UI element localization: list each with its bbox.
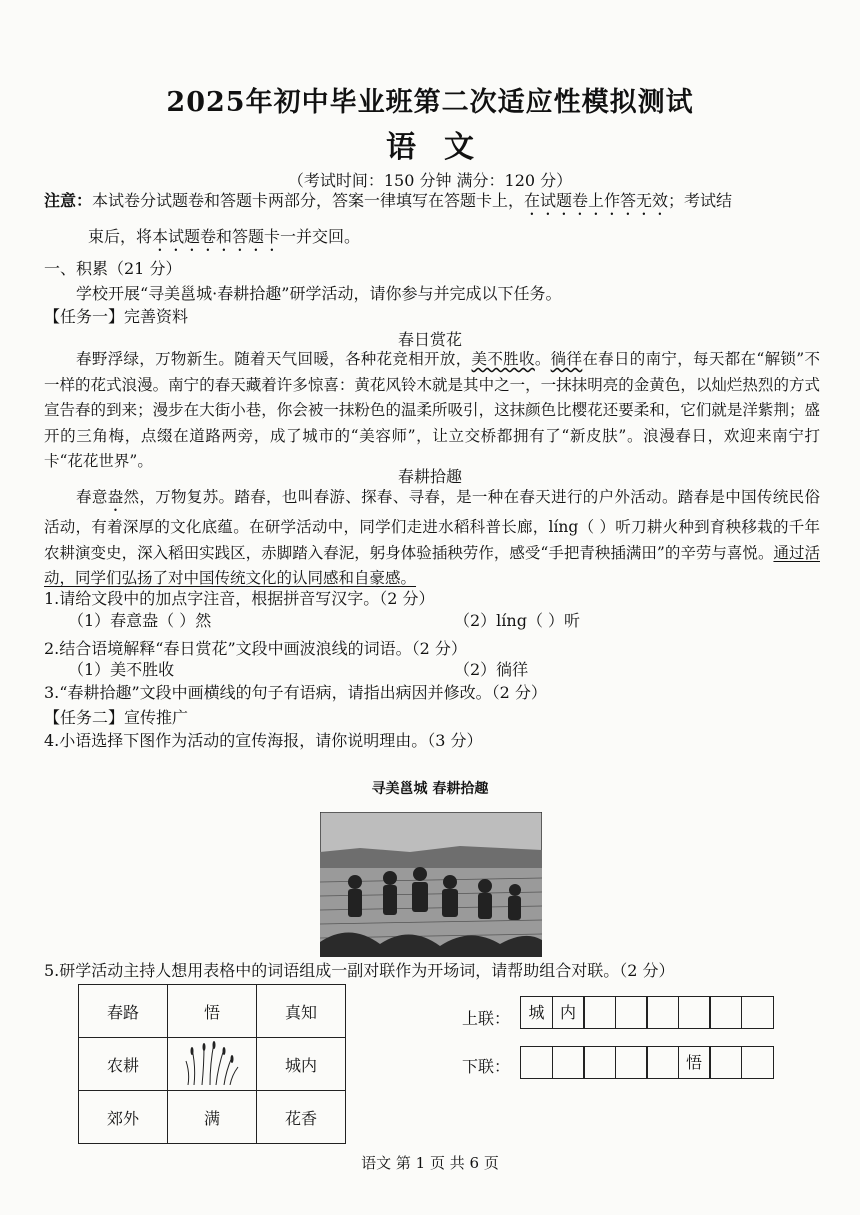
question-1a: （1）春意盎（ ）然 (68, 611, 212, 630)
question-2: 2.结合语境解释“春日赏花”文段中画波浪线的词语。（2 分） (44, 639, 467, 658)
wave-word-1: 美不胜收 (471, 350, 535, 368)
table-row (79, 1038, 346, 1091)
notice-dotted-1: 在试题卷上作答无效 (524, 191, 669, 210)
question-1b: （2）líng（ ）听 (454, 611, 581, 630)
answer-box[interactable] (678, 996, 711, 1029)
answer-box[interactable] (615, 1046, 648, 1079)
table-cell: 春路 (79, 985, 168, 1038)
table-cell: 花香 (257, 1091, 346, 1144)
article2-title: 春耕拾趣 (397, 467, 462, 486)
table-cell-image (168, 1038, 257, 1091)
question-1: 1.请给文段中的加点字注音，根据拼音写汉字。（2 分） (44, 589, 435, 608)
task2-heading: 【任务二】宣传推广 (44, 708, 189, 727)
answer-box[interactable]: 内 (552, 996, 585, 1029)
answer-box[interactable] (741, 1046, 774, 1079)
answer-box[interactable] (646, 1046, 679, 1079)
exam-info: （考试时间：150 分钟 满分：120 分） (287, 171, 573, 190)
article2-text-2: 然，万物复苏。踏春，也叫春游、探春、寻春，是一种在春天进行的户外活动。踏春是中国传统民俗活动，有着深厚的文化底蕴。在研学活动中，同学们走进水稻科普长廊，líng（ ）听刀耕火种到育秧移栽的千年农耕演变史，深入稻田实践区，赤脚踏入春泥，躬身体验插秧劳作，感受“手把青秧插满田”的辛劳与喜悦。 (44, 488, 820, 562)
article1-text-2: 。 (534, 350, 551, 368)
answer-box[interactable]: 悟 (678, 1046, 711, 1079)
subject-title: 语文 (386, 130, 502, 165)
lower-couplet-label: 下联： (462, 1057, 511, 1076)
table-row (79, 1091, 346, 1144)
article2-body (44, 485, 820, 592)
table-cell: 农耕 (79, 1038, 168, 1091)
article1-title: 春日赏花 (397, 330, 462, 349)
lower-couplet-boxes (520, 1046, 774, 1079)
notice-dotted-2: 本试题卷和答题卡 (152, 227, 281, 246)
task1-heading: 【任务一】完善资料 (44, 307, 189, 326)
grass-illustration (182, 1039, 242, 1085)
dotted-char: 盎 (107, 488, 124, 506)
notice (44, 188, 824, 219)
poster-title: 寻美邕城 春耕拾趣 (371, 781, 489, 797)
question-3: 3.“春耕拾趣”文段中画横线的句子有语病，请指出病因并修改。（2 分） (44, 683, 547, 702)
page-footer: 语文 第 1 页 共 6 页 (361, 1154, 499, 1172)
answer-box[interactable] (583, 996, 616, 1029)
answer-box[interactable] (709, 996, 742, 1029)
question-4: 4.小语选择下图作为活动的宣传海报，请你说明理由。（3 分） (44, 731, 483, 750)
table-cell: 真知 (257, 985, 346, 1038)
question-2b: （2）徜徉 (454, 660, 529, 679)
answer-box[interactable] (552, 1046, 585, 1079)
poster-image (320, 812, 542, 957)
answer-box[interactable]: 城 (520, 996, 553, 1029)
underlined-sentence: 通过活动，同学们弘扬了对中国传统文化的认同感和自豪感。 (44, 543, 820, 587)
answer-box[interactable] (520, 1046, 553, 1079)
table-cell: 郊外 (79, 1091, 168, 1144)
article1-text-3: 在春日的南宁，每天都在“解锁”不一样的花式浪漫。南宁的春天藏着许多惊喜：黄花风铃木就是其中之一，一抹抹明亮的金黄色，以灿烂热烈的方式宣告春的到来；漫步在大街小巷，你会被一抹粉色的温柔所吸引，这抹颜色比樱花还要柔和，它们就是洋紫荆；盛开的三角梅，点缀在道路两旁，成了城市的“美容师”，让立交桥都拥有了“新皮肤”。浪漫春日，欢迎来南宁打卡“花花世界”。 (44, 350, 820, 470)
table-cell: 悟 (168, 985, 257, 1038)
table-cell: 满 (168, 1091, 257, 1144)
notice-label: 注意： (44, 191, 93, 210)
notice-text-3: 束后，将 (88, 227, 153, 246)
notice-text-4: 一并交回。 (280, 227, 361, 246)
question-5: 5.研学活动主持人想用表格中的词语组成一副对联作为开场词，请帮助组合对联。（2 分） (44, 961, 675, 980)
section-intro: 学校开展“寻美邕城·春耕拾趣”研学活动，请你参与并完成以下任务。 (76, 284, 562, 303)
word-table (78, 984, 346, 1144)
table-row (79, 985, 346, 1038)
upper-couplet-boxes (520, 996, 774, 1029)
article1-text-1: 春野浮绿，万物新生。随着天气回暖，各种花竞相开放， (76, 350, 472, 368)
notice-text-1: 本试卷分试题卷和答题卡两部分，答案一律填写在答题卡上， (92, 191, 525, 210)
section-heading: 一、积累（21 分） (44, 259, 182, 278)
answer-box[interactable] (583, 1046, 616, 1079)
answer-box[interactable] (741, 996, 774, 1029)
notice-text-2: ；考试结 (668, 191, 733, 210)
question-2a: （1）美不胜收 (68, 660, 175, 679)
table-cell: 城内 (257, 1038, 346, 1091)
article1-body (44, 347, 820, 475)
upper-couplet-label: 上联： (462, 1009, 511, 1028)
wave-word-2: 徜徉 (550, 350, 583, 368)
notice-line-2 (88, 224, 360, 255)
answer-box[interactable] (709, 1046, 742, 1079)
article2-text-1: 春意 (76, 488, 108, 506)
exam-title: 2025年初中毕业班第二次适应性模拟测试 (166, 87, 694, 118)
answer-box[interactable] (615, 996, 648, 1029)
answer-box[interactable] (646, 996, 679, 1029)
